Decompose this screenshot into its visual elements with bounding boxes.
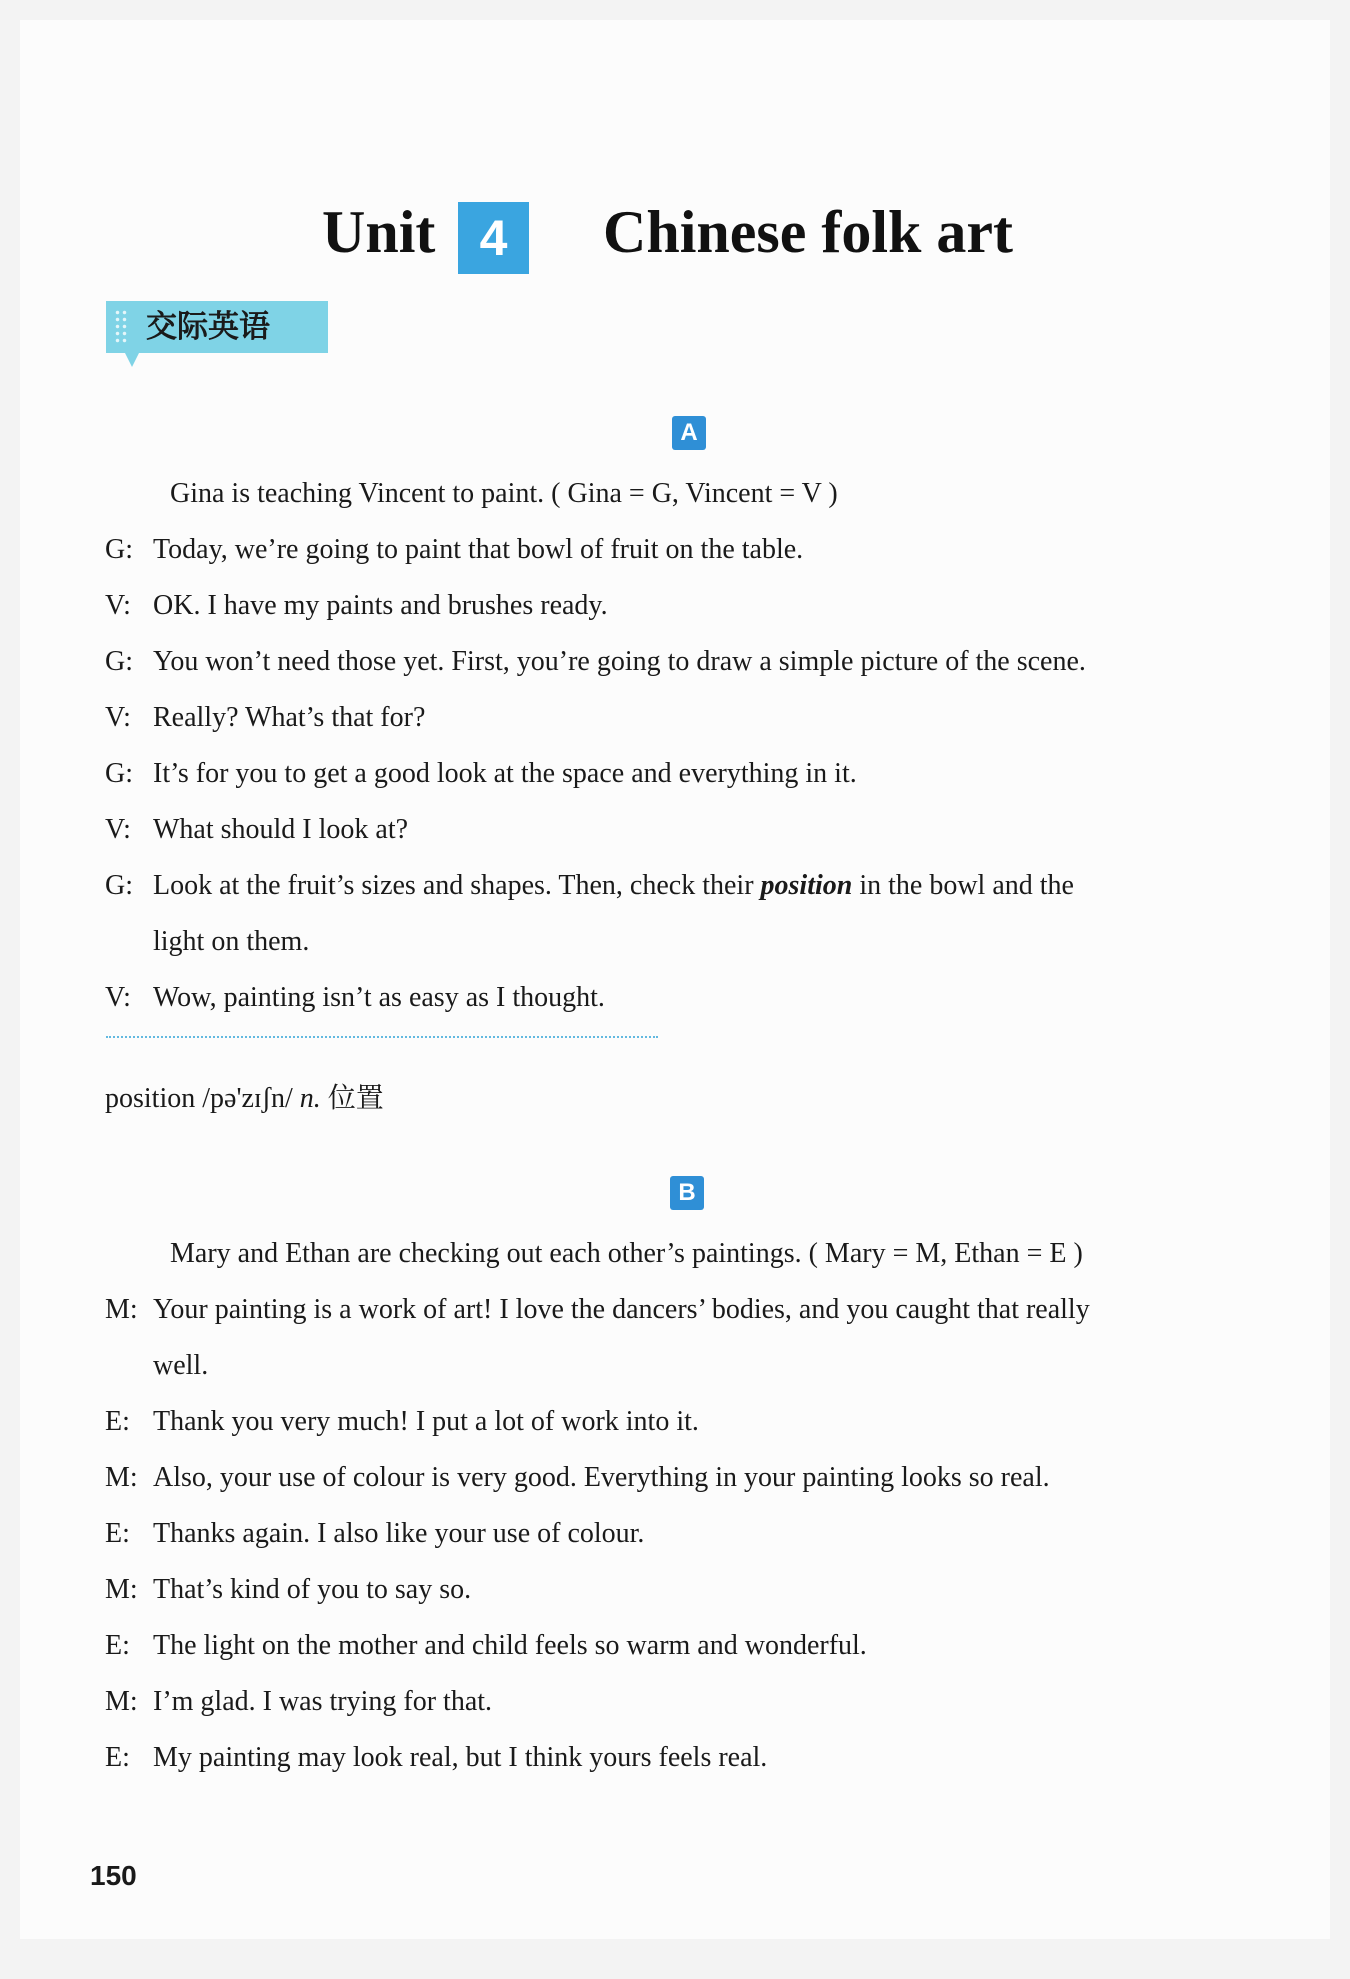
section-label-text: 交际英语	[146, 309, 270, 345]
part-b-badge: B	[670, 1176, 704, 1210]
speaker-label: E:	[105, 1406, 130, 1437]
speaker-label: G:	[105, 870, 133, 901]
speech-text-start: Look at the fruit’s sizes and shapes. Then, check their	[153, 870, 761, 901]
vocab-meaning: 位置	[327, 1081, 384, 1114]
speech-text: What should I look at?	[153, 814, 409, 845]
speech-tail-icon	[124, 351, 140, 367]
speech-text: You won’t need those yet. First, you’re going to draw a simple picture of the scene.	[153, 646, 1086, 677]
speech-text	[153, 868, 1074, 904]
speech-text: Thank you very much! I put a lot of work into it.	[153, 1406, 699, 1437]
unit-title: Chinese folk art	[603, 199, 1013, 265]
speech-text: Also, your use of colour is very good. Everything in your painting looks so real.	[153, 1462, 1050, 1493]
part-b-intro: Mary and Ethan are checking out each other’s paintings. ( Mary = M, Ethan = E )	[170, 1238, 1083, 1269]
speech-text: It’s for you to get a good look at the space and everything in it.	[153, 758, 857, 789]
textbook-page	[20, 20, 1330, 1939]
speaker-label: M:	[105, 1462, 138, 1493]
speech-text-end: in the bowl and the	[852, 870, 1074, 901]
speech-text: My painting may look real, but I think yours feels real.	[153, 1742, 768, 1773]
part-a-badge: A	[672, 416, 706, 450]
speech-text: Really? What’s that for?	[153, 702, 426, 733]
speech-continuation: well.	[153, 1350, 209, 1381]
speech-continuation: light on them.	[153, 926, 310, 957]
vocab-word: position	[105, 1083, 196, 1114]
unit-number-badge: 4	[458, 202, 529, 274]
section-label	[106, 301, 328, 353]
speech-text: Today, we’re going to paint that bowl of fruit on the table.	[153, 534, 804, 565]
emphasized-word: position	[760, 870, 853, 901]
speech-text: That’s kind of you to say so.	[153, 1574, 472, 1605]
speaker-label: V:	[105, 590, 131, 621]
speaker-label: V:	[105, 814, 131, 845]
speech-text: Thanks again. I also like your use of colour.	[153, 1518, 645, 1549]
speaker-label: E:	[105, 1742, 130, 1773]
speaker-label: M:	[105, 1294, 138, 1325]
speaker-label: M:	[105, 1686, 138, 1717]
speech-text: Wow, painting isn’t as easy as I thought.	[153, 982, 605, 1013]
speaker-label: V:	[105, 982, 131, 1013]
vocabulary-note	[105, 1080, 384, 1117]
speaker-label: E:	[105, 1630, 130, 1661]
page-number: 150	[90, 1860, 137, 1891]
speech-text: Your painting is a work of art! I love the dancers’ bodies, and you caught that really	[153, 1294, 1090, 1325]
speaker-label: V:	[105, 702, 131, 733]
dot-decoration-icon	[114, 309, 128, 345]
part-a-intro: Gina is teaching Vincent to paint. ( Gina = G, Vincent = V )	[170, 478, 838, 509]
speaker-label: G:	[105, 534, 133, 565]
vocab-phonetic: /pə'zɪʃn/	[202, 1083, 293, 1114]
speech-text: I’m glad. I was trying for that.	[153, 1686, 493, 1717]
dotted-divider	[106, 1036, 658, 1038]
unit-word: Unit	[322, 199, 436, 265]
speech-text: OK. I have my paints and brushes ready.	[153, 590, 608, 621]
speaker-label: G:	[105, 758, 133, 789]
speaker-label: M:	[105, 1574, 138, 1605]
vocab-part-of-speech: n.	[299, 1083, 321, 1114]
speaker-label: E:	[105, 1518, 130, 1549]
speech-text: The light on the mother and child feels so warm and wonderful.	[153, 1630, 867, 1661]
speaker-label: G:	[105, 646, 133, 677]
